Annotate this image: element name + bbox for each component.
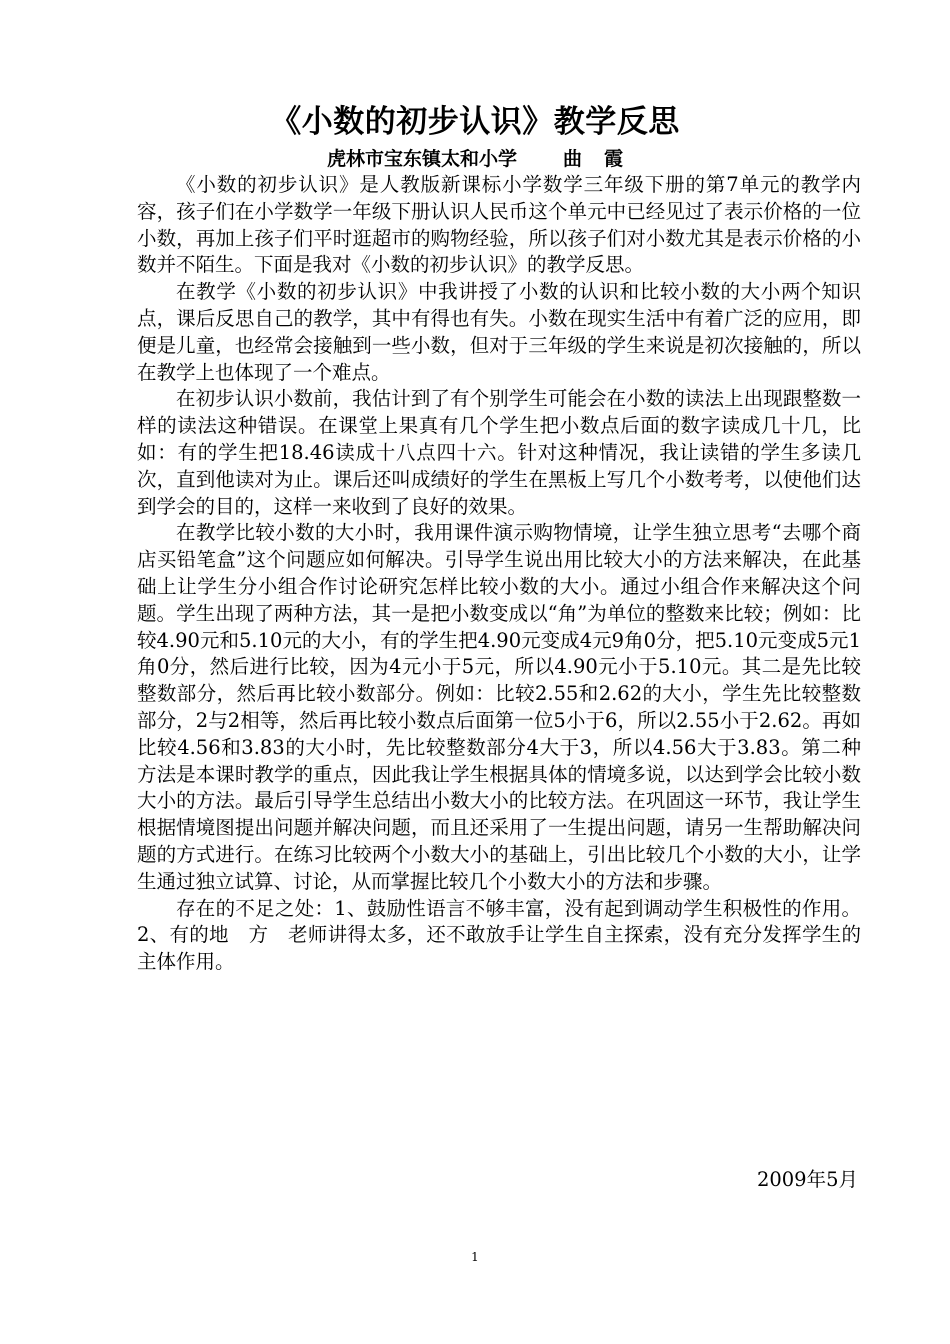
paragraph-intro: 《小数的初步认识》是人教版新课标小学数学三年级下册的第7单元的教学内容，孩子们在小学数学一年级下册认识人民币这个单元中已经见过了表示价格的一位小数，再加上孩子们平时逛超市的购物经验，所以孩子们对小数尤其是表示价格的小数并不陌生。下面是我对《小数的初步认识》的教学反思。: [137, 173, 861, 277]
author-line: [0, 146, 950, 172]
document-title: 《小数的初步认识》教学反思: [270, 104, 680, 140]
document-body: [137, 172, 861, 976]
author-school: 虎林市宝东镇太和小学: [326, 148, 517, 170]
author-name-first: 曲: [562, 148, 582, 170]
paragraph-comparing-decimals: 在教学比较小数的大小时，我用课件演示购物情境，让学生独立思考“去哪个商店买铅笔盒”这个问题应如何解决。引导学生说出用比较大小的方法来解决，在此基础上让学生分小组合作讨论研究怎样比较小数的大小。通过小组合作来解决这个问题。学生出现了两种方法，其一是把小数变成以“角”为单位的整数来比较；例如：比较4.90元和5.10元的大小，有的学生把4.90元变成4元9角0分，把5.10元变成5元1角0分，然后进行比较，因为4元小于5元，所以4.90元小于5.10元。其二是先比较整数部分，然后再比较小数部分。例如：比较2.55和2.62的大小，学生先比较整数部分，2与2相等，然后再比较小数点后面第一位5小于6，所以2.55小于2.62。再如比较4.56和3.83的大小时，先比较整数部分4大于3，所以4.56大于3.83。第二种方法是本课时教学的重点，因此我让学生根据具体的情境多说，以达到学会比较小数大小的方法。最后引导学生总结出小数大小的比较方法。在巩固这一环节，我让学生根据情境图提出问题并解决问题，而且还采用了一生提出问题，请另一生帮助解决问题的方式进行。在练习比较两个小数大小的基础上，引出比较几个小数的大小，让学生通过独立试算、讨论，从而掌握比较几个小数大小的方法和步骤。: [137, 521, 861, 893]
paragraph-shortcomings: 存在的不足之处：1、鼓励性语言不够丰富，没有起到调动学生积极性的作用。2、有的地 方 老师讲得太多，还不敢放手让学生自主探索，没有充分发挥学生的主体作用。: [137, 896, 861, 974]
document-date: 2009年5月: [756, 1168, 858, 1191]
paragraph-reading-decimals: 在初步认识小数前，我估计到了有个别学生可能会在小数的读法上出现跟整数一样的读法这种错误。在课堂上果真有几个学生把小数点后面的数字读成几十几，比如：有的学生把18.46读成十八点四十六。针对这种情况，我让读错的学生多读几次，直到他读对为止。课后还叫成绩好的学生在黑板上写几个小数考考，以使他们达到学会的目的，这样一来收到了良好的效果。: [137, 387, 861, 518]
author-name-second: 霞: [604, 148, 624, 170]
page-number: 1: [471, 1250, 479, 1264]
paragraph-reflection: 在教学《小数的初步认识》中我讲授了小数的认识和比较小数的大小两个知识点，课后反思自己的教学，其中有得也有失。小数在现实生活中有着广泛的应用，即便是儿童，也经常会接触到一些小数，但对于三年级的学生来说是初次接触的，所以在教学上也体现了一个难点。: [137, 280, 861, 384]
